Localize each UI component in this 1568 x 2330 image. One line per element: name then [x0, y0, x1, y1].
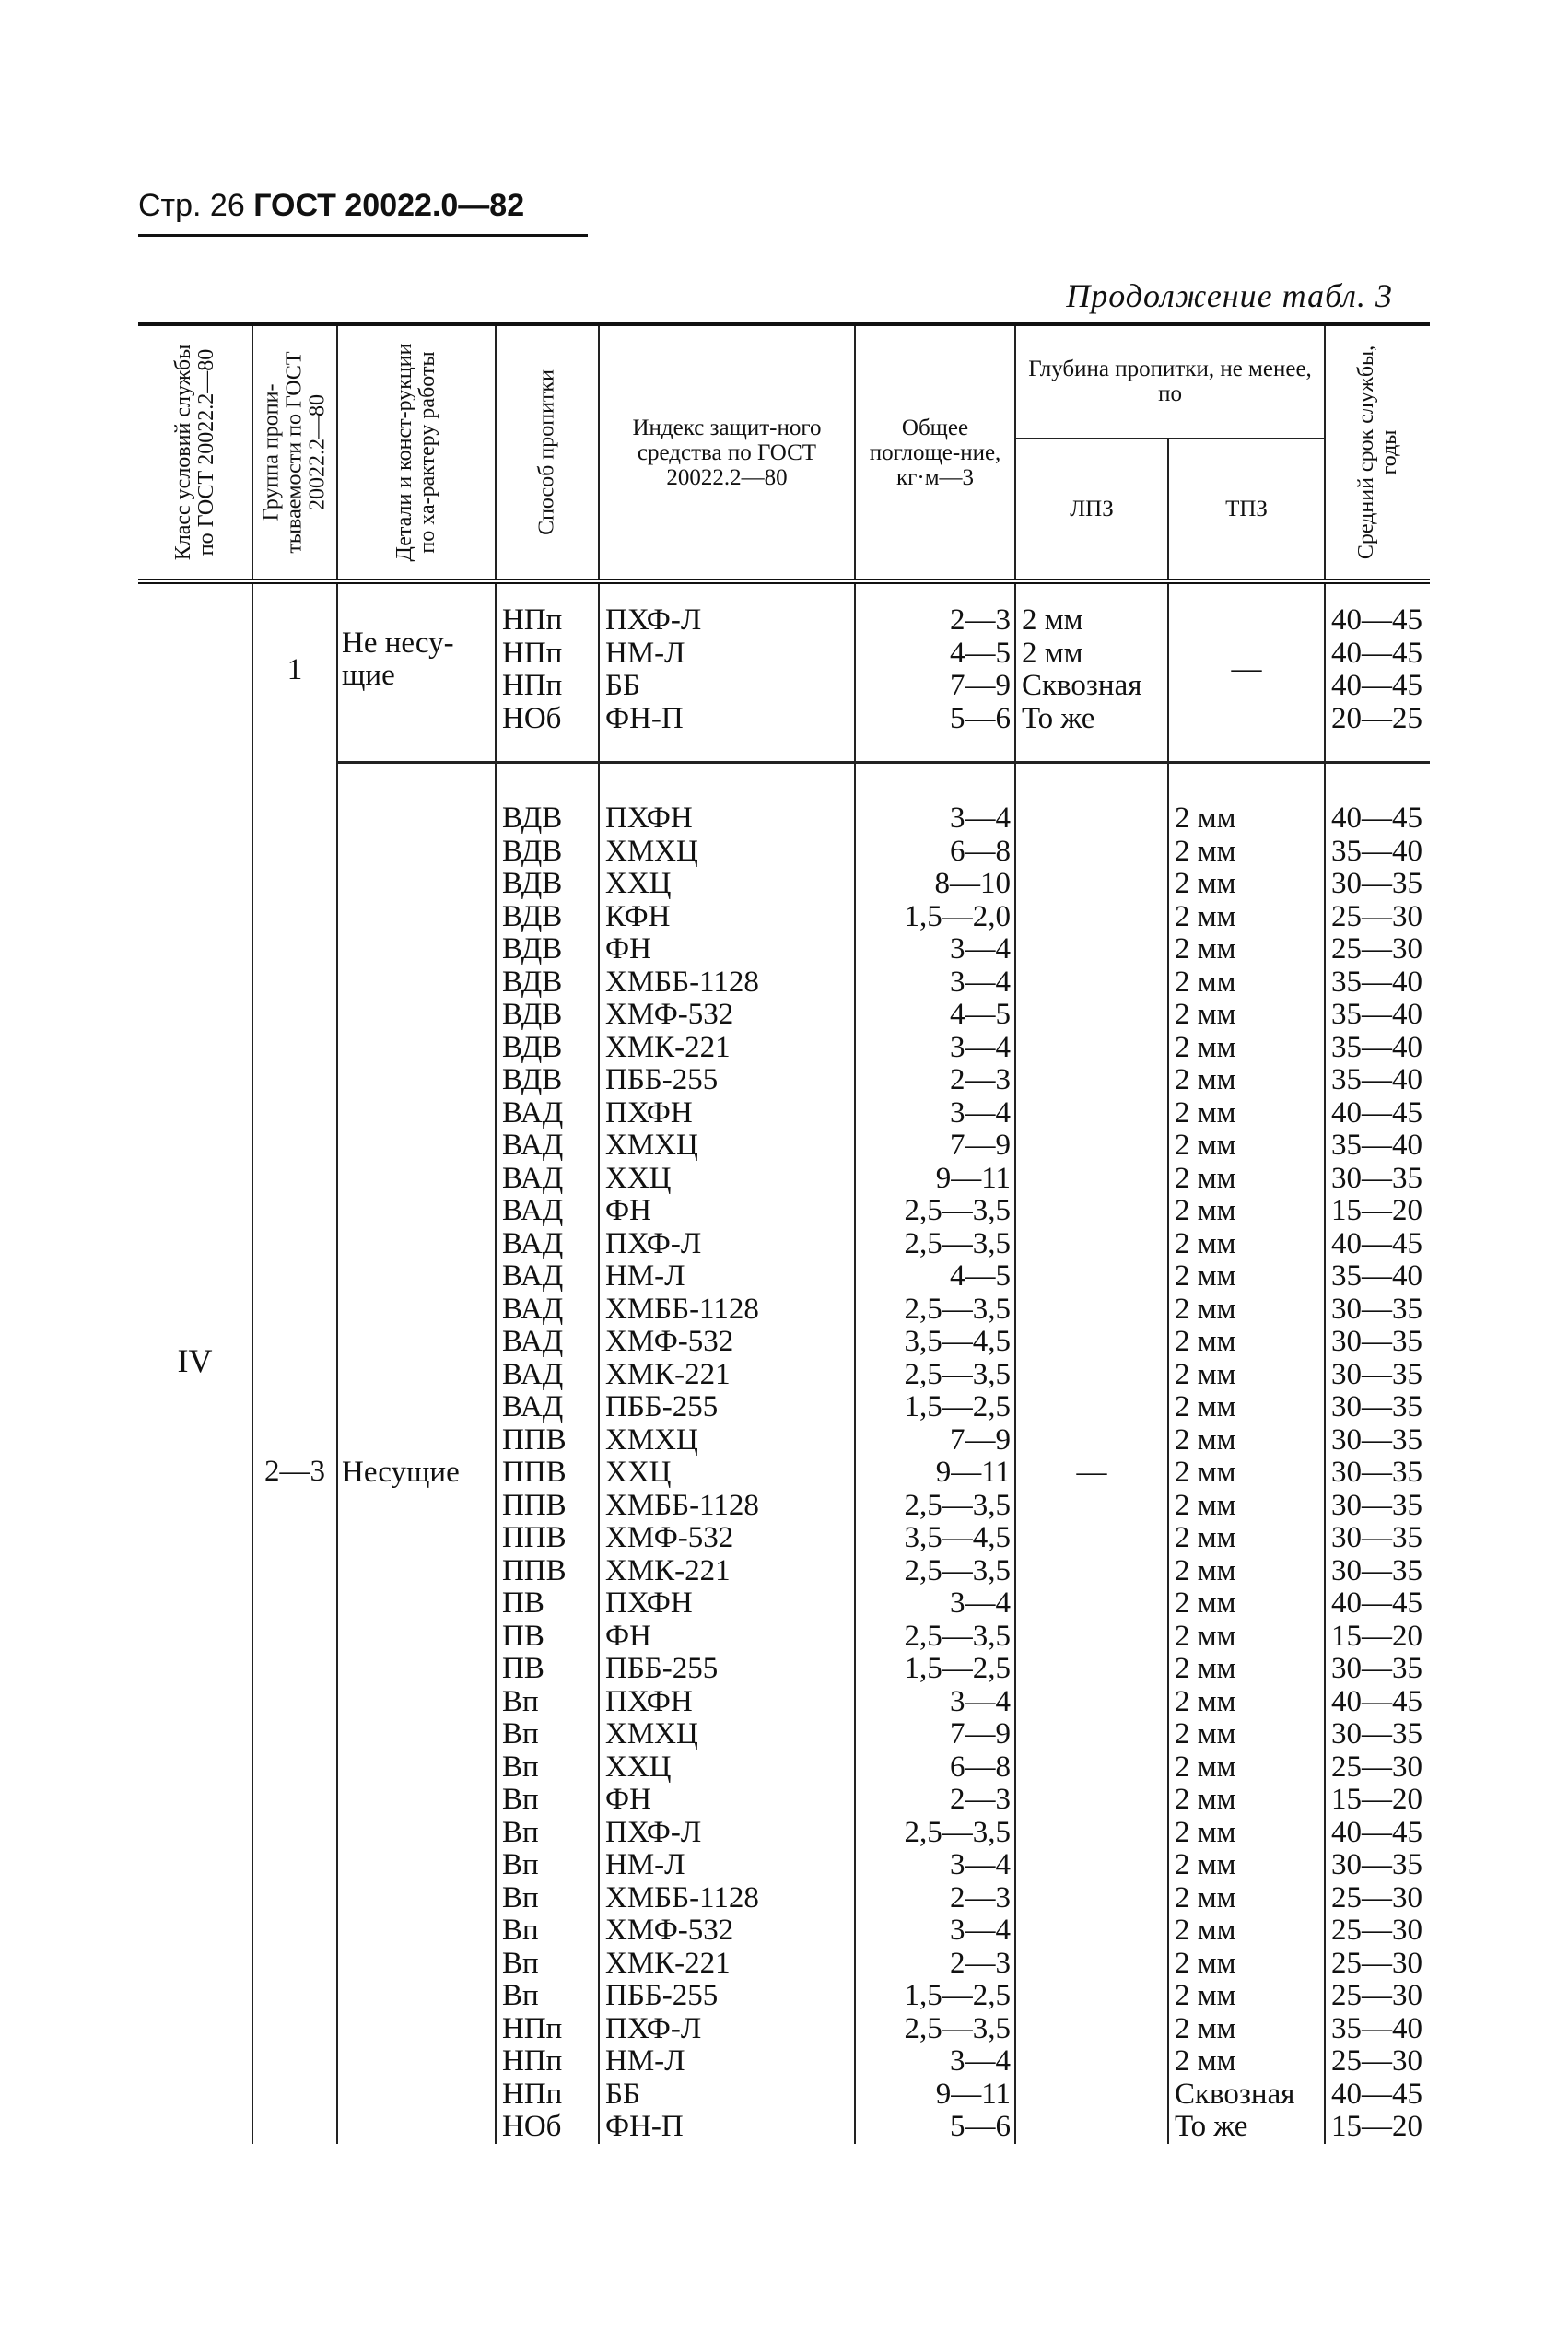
- header-service-life: Средний срок службы, годы: [1325, 324, 1430, 581]
- life-cell: 40—45 40—45 40—45 20—25: [1325, 581, 1430, 763]
- lpz-cell: —: [1015, 763, 1168, 2144]
- header-rule: [138, 234, 588, 237]
- header-method: Способ пропитки: [496, 324, 599, 581]
- page-label: Стр. 26: [138, 188, 245, 223]
- table-continuation-label: Продолжение табл. 3: [1066, 277, 1393, 314]
- header-details: Детали и конст-рукции по ха-рактеру работы: [337, 324, 496, 581]
- table-row-group-1: [138, 581, 1430, 763]
- header-impregnation-group: Группа пропи-тываемости по ГОСТ 20022.2—80: [252, 324, 337, 581]
- tpz-cell: —: [1168, 581, 1325, 763]
- details-cell: Не несу- щие: [337, 581, 496, 763]
- method-cell: ВДВ ВДВ ВДВ ВДВ ВДВ ВДВ ВДВ ВДВ ВДВ ВАД ВАД ВАД ВАД ВАД ВАД ВАД ВАД ВАД ВАД ППВ ППВ ППВ ППВ ППВ ПВ ПВ ПВ Вп Вп Вп Вп Вп Вп Вп Вп Вп Вп НПп НПп НПп НОб: [496, 763, 599, 2144]
- gost-number: ГОСТ 20022.0—82: [253, 188, 525, 223]
- life-cell: 40—45 35—40 30—35 25—30 25—30 35—40 35—40 35—40 35—40 40—45 35—40 30—35 15—20 40—45 35—40 30—35 30—35 30—35 30—35 30—35 30—35 30—35 30—35 30—35 40—45 15—20 30—35 40—45 30—35 25—30 15—20 40—45 30—35 25—30 25—30 25—30 25—30 35—40 25—30 40—45 15—20: [1325, 763, 1430, 2144]
- header-service-class: Класс условий службы по ГОСТ 20022.2—80: [138, 324, 252, 581]
- header-depth: Глубина пропитки, не менее, по: [1015, 324, 1325, 439]
- page-header: [138, 188, 524, 224]
- index-cell: ПХФ-Л НМ-Л ББ ФН-П: [599, 581, 855, 763]
- absorption-cell: 3—4 6—8 8—10 1,5—2,0 3—4 3—4 4—5 3—4 2—3 3—4 7—9 9—11 2,5—3,5 2,5—3,5 4—5 2,5—3,5 3,5—4,5 2,5—3,5 1,5—2,5 7—9 9—11 2,5—3,5 3,5—4,5 2,5—3,5 3—4 2,5—3,5 1,5—2,5 3—4 7—9 6—8 2—3 2,5—3,5 3—4 2—3 3—4 2—3 1,5—2,5 2,5—3,5 3—4 9—11 5—6: [855, 763, 1015, 2144]
- header-lpz: ЛПЗ: [1015, 439, 1168, 581]
- impregnation-table: [138, 322, 1430, 2144]
- index-cell: ПХФН ХМХЦ ХХЦ КФН ФН ХМББ-1128 ХМФ-532 ХМК-221 ПББ-255 ПХФН ХМХЦ ХХЦ ФН ПХФ-Л НМ-Л ХМББ-1128 ХМФ-532 ХМК-221 ПББ-255 ХМХЦ ХХЦ ХМББ-1128 ХМФ-532 ХМК-221 ПХФН ФН ПББ-255 ПХФН ХМХЦ ХХЦ ФН ПХФ-Л НМ-Л ХМББ-1128 ХМФ-532 ХМК-221 ПББ-255 ПХФ-Л НМ-Л ББ ФН-П: [599, 763, 855, 2144]
- header-tpz: ТПЗ: [1168, 439, 1325, 581]
- method-cell: НПп НПп НПп НОб: [496, 581, 599, 763]
- tpz-cell: 2 мм 2 мм 2 мм 2 мм 2 мм 2 мм 2 мм 2 мм 2 мм 2 мм 2 мм 2 мм 2 мм 2 мм 2 мм 2 мм 2 мм 2 мм 2 мм 2 мм 2 мм 2 мм 2 мм 2 мм 2 мм 2 мм 2 мм 2 мм 2 мм 2 мм 2 мм 2 мм 2 мм 2 мм 2 мм 2 мм 2 мм 2 мм 2 мм Сквозная То же: [1168, 763, 1325, 2144]
- group-cell: 2—3: [252, 763, 337, 2144]
- group-cell: 1: [252, 581, 337, 763]
- details-cell: Несущие: [337, 763, 496, 2144]
- lpz-cell: 2 мм 2 мм Сквозная То же: [1015, 581, 1168, 763]
- service-class-cell: IV: [138, 581, 252, 2144]
- absorption-cell: 2—3 4—5 7—9 5—6: [855, 581, 1015, 763]
- header-index: Индекс защит-ного средства по ГОСТ 20022.2—80: [599, 324, 855, 581]
- table-row-group-2: [138, 763, 1430, 2144]
- header-absorption: Общее поглоще-ние, кг·м—3: [855, 324, 1015, 581]
